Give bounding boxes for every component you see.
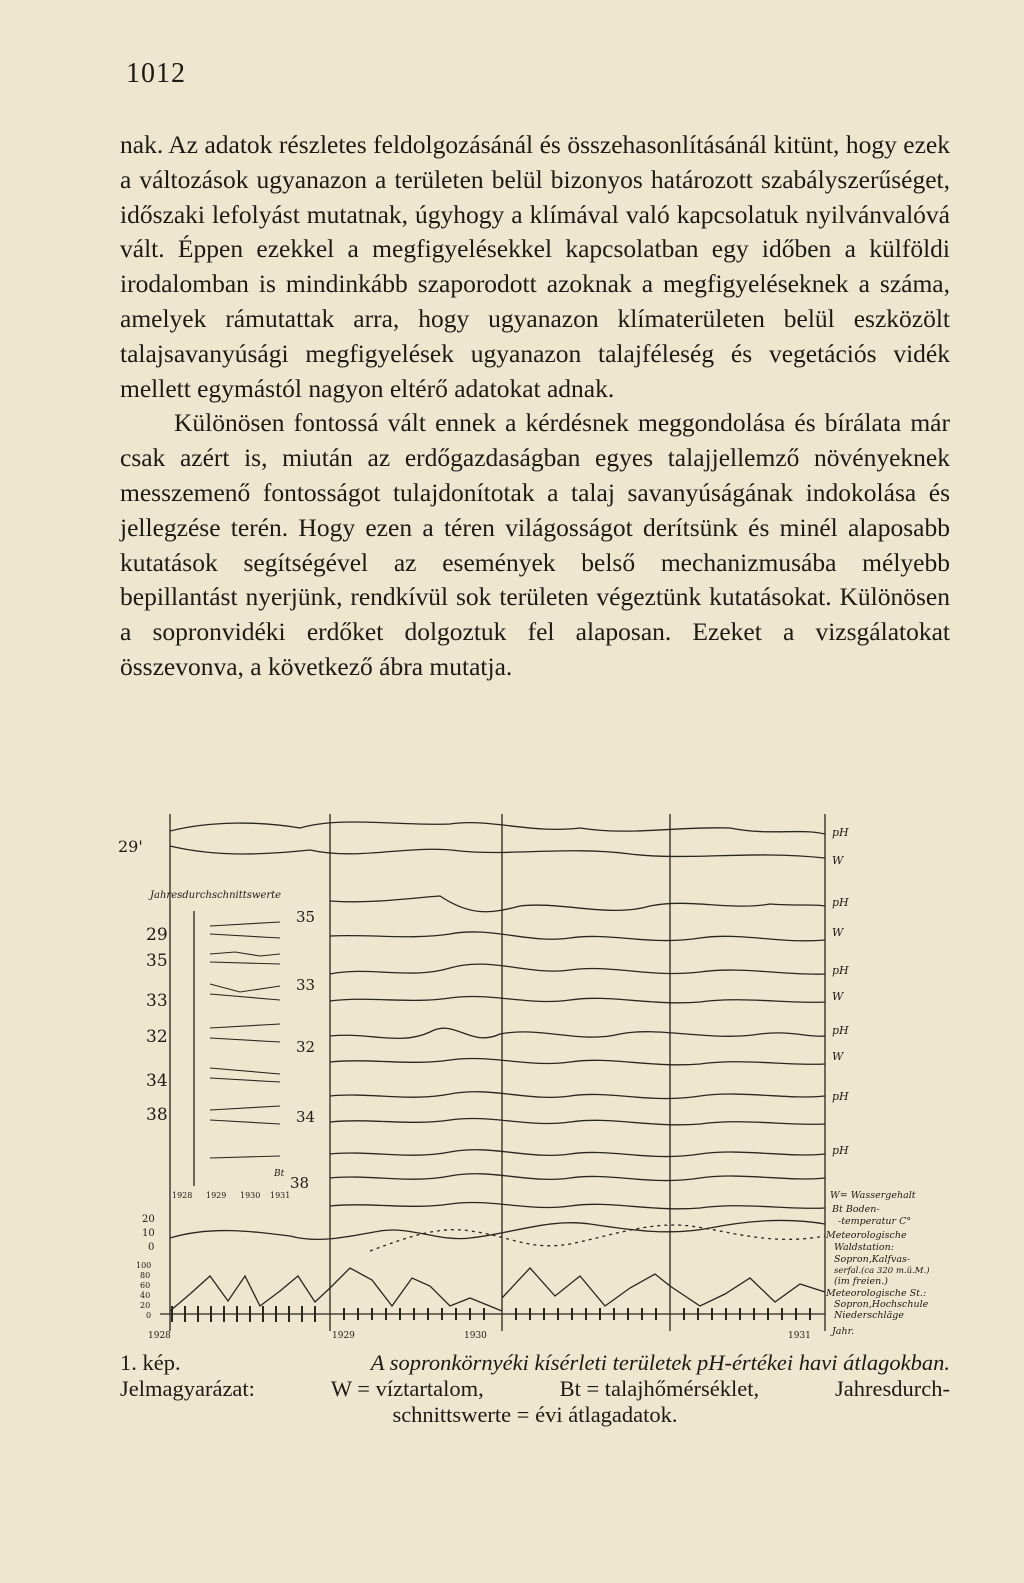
caption-label: 1. kép. (120, 1350, 181, 1375)
precip-tick-100: 100 (136, 1261, 152, 1270)
inset-35-ph (210, 922, 280, 926)
inset-bt-marker: Bt (274, 1169, 285, 1179)
figure-subtitle: Jahresdurchschnittswerte (150, 890, 282, 901)
caption-legend-w: W = víztartalom, (330, 1376, 484, 1401)
figure-legend (825, 1190, 930, 1337)
inset-29-w (210, 962, 280, 964)
caption-legend-bt: Bt = talajhőmérséklet, (559, 1376, 760, 1401)
legend-line-7: serfal.(ca 320 m.ü.M.) (834, 1266, 930, 1276)
inset-32-w (210, 1038, 280, 1042)
inset-year-1929: 1929 (206, 1191, 227, 1200)
caption-title: A sopronkörnyéki kísérleti területek pH-értékei havi átlagokban. (370, 1350, 950, 1375)
bottom-year-1931: 1931 (788, 1331, 811, 1341)
page-number: 1012 (126, 58, 186, 89)
row-label-top: 29' (118, 837, 143, 856)
caption-legend-jahres-a: Jahresdurch- (835, 1376, 950, 1401)
row-label-34: 34 (146, 1071, 168, 1091)
inset-number-35: 35 (296, 908, 316, 926)
ph-figure (110, 806, 970, 1346)
marker-w-top: W (832, 854, 844, 867)
row-38-ph-curve (330, 1202, 825, 1208)
inset-35-w (210, 934, 280, 938)
legend-line-5: Waldstation: (834, 1242, 894, 1253)
precip-tick-20: 20 (140, 1301, 151, 1310)
legend-line-3: -temperatur C° (838, 1216, 912, 1227)
row-32-ph-curve (330, 1092, 825, 1099)
precipitation-curve-1 (170, 1268, 502, 1311)
inset-32-ph (210, 1024, 280, 1028)
marker-w-33: W (832, 1050, 844, 1063)
inset-year-1930: 1930 (240, 1191, 261, 1200)
inset-34-ph (210, 1068, 280, 1074)
legend-line-1: W= Wassergehalt (830, 1190, 916, 1201)
row-label-33: 33 (146, 991, 168, 1011)
precip-tick-60: 60 (140, 1281, 151, 1290)
temp-tick-10: 10 (142, 1228, 155, 1239)
caption-legend-jahres-b: schnittswerte = évi átlagadatok. (392, 1402, 678, 1427)
row-label-38: 38 (146, 1105, 168, 1125)
paragraph-2: Különösen fontossá vált ennek a kérdésnek meggondolása és bírálata már csak azért is, miután az erdőgazdaságban egyes talajjellemző növényeknek messzemenő fontosságot tulajdonítotak a talaj savanyúságának indokolása és jellegzése terén. Hogy ezen a téren világosságot derítsünk és minél alaposabb kutatások segítségével az események belső mechanizmusába mélyebb bepillantást nyerjünk, rendkívül sok területen végeztünk kutatásokat. Különösen a sopronvidéki erdőket dolgoztuk fel alaposan. Ezeket a vizsgálatokat összevonva, a következő ábra mutatja. (120, 408, 950, 681)
row-35-ph-curve (330, 964, 825, 974)
marker-ph-34: pH (832, 1144, 849, 1157)
inset-number-34: 34 (296, 1108, 316, 1126)
row-34-w-curve (330, 1174, 825, 1181)
marker-ph-29: pH (832, 896, 849, 909)
row-33-ph-curve (330, 1028, 825, 1038)
row-label-29: 29 (146, 925, 168, 945)
legend-line-6: Sopron,Kalfvas- (834, 1254, 911, 1265)
inset-number-33: 33 (296, 976, 316, 994)
bottom-year-1930: 1930 (464, 1331, 487, 1341)
row-top-w-curve (170, 846, 825, 858)
inset-38-bt (210, 1156, 280, 1158)
temp-tick-20: 20 (142, 1214, 155, 1225)
row-29-ph-curve (330, 896, 825, 912)
inset-29-ph (210, 952, 280, 956)
marker-ph-32: pH (832, 1090, 849, 1103)
body-text (120, 128, 950, 685)
precipitation-curve-2 (502, 1268, 825, 1306)
inset-year-1928: 1928 (172, 1191, 193, 1200)
ph-figure-svg (110, 806, 970, 1346)
inset-38-w (210, 1120, 280, 1124)
inset-year-1931: 1931 (270, 1191, 291, 1200)
legend-line-4: Meteorologische (826, 1230, 907, 1241)
legend-line-9: Meteorologische St.: (826, 1288, 927, 1299)
caption-legend-intro: Jelmagyarázat: (120, 1376, 255, 1401)
bottom-year-1929: 1929 (332, 1331, 355, 1341)
row-top-ph-curve (170, 822, 825, 834)
paragraph-1: nak. Az adatok részletes feldolgozásánál és összehasonlításánál kitünt, hogy ezek a változások ugyanazon a területen belül bizonyos határozott szabályszerűséget, időszaki lefolyást mutatnak, úgyhogy a klímával való kapcsolatuk nyilvánvalóvá vált. Éppen ezekkel a megfigyelésekkel kapcsolatban egy időben a külföldi irodalomban is mindinkább szaporodott azoknak a megfigyeléseknek a száma, amelyek rámutattak arra, hogy ugyanazon klímaterületen belül eszközölt talajsavanyúsági megfigyelések ugyanazon talajféleség és vegetációs vidék mellett egymástól nagyon eltérő adatokat adnak. (120, 130, 950, 403)
soil-temperature-curve (170, 1221, 825, 1240)
legend-line-12: Jahr. (832, 1326, 855, 1337)
marker-ph-33: pH (832, 1024, 849, 1037)
marker-w-35: W (832, 990, 844, 1003)
figure-caption (120, 1350, 950, 1428)
inset-number-38: 38 (290, 1174, 310, 1192)
row-29-w-curve (330, 932, 825, 941)
bottom-year-1928: 1928 (148, 1331, 171, 1341)
row-label-35: 35 (146, 951, 168, 971)
row-35-w-curve (330, 996, 825, 1002)
legend-line-2: Bt Boden- (832, 1204, 880, 1215)
precip-tick-80: 80 (140, 1271, 151, 1280)
inset-33-ph (210, 984, 280, 992)
air-temperature-curve (370, 1225, 825, 1251)
marker-ph-top: pH (832, 826, 849, 839)
precip-tick-40: 40 (140, 1291, 151, 1300)
inset-34-w (210, 1078, 280, 1082)
legend-line-10: Sopron,Hochschule (834, 1299, 929, 1310)
legend-line-11: Niederschläge (834, 1310, 904, 1321)
legend-line-8: (im freien.) (834, 1276, 888, 1287)
row-label-32: 32 (146, 1027, 168, 1047)
precip-tick-0: 0 (146, 1311, 152, 1320)
temp-tick-0: 0 (148, 1242, 155, 1253)
row-32-w-curve (330, 1118, 825, 1124)
inset-33-w (210, 994, 280, 1000)
row-34-ph-curve (330, 1150, 825, 1157)
row-33-w-curve (330, 1058, 825, 1064)
marker-w-29: W (832, 926, 844, 939)
marker-ph-35: pH (832, 964, 849, 977)
inset-38-ph (210, 1106, 280, 1110)
inset-number-32: 32 (296, 1038, 316, 1056)
